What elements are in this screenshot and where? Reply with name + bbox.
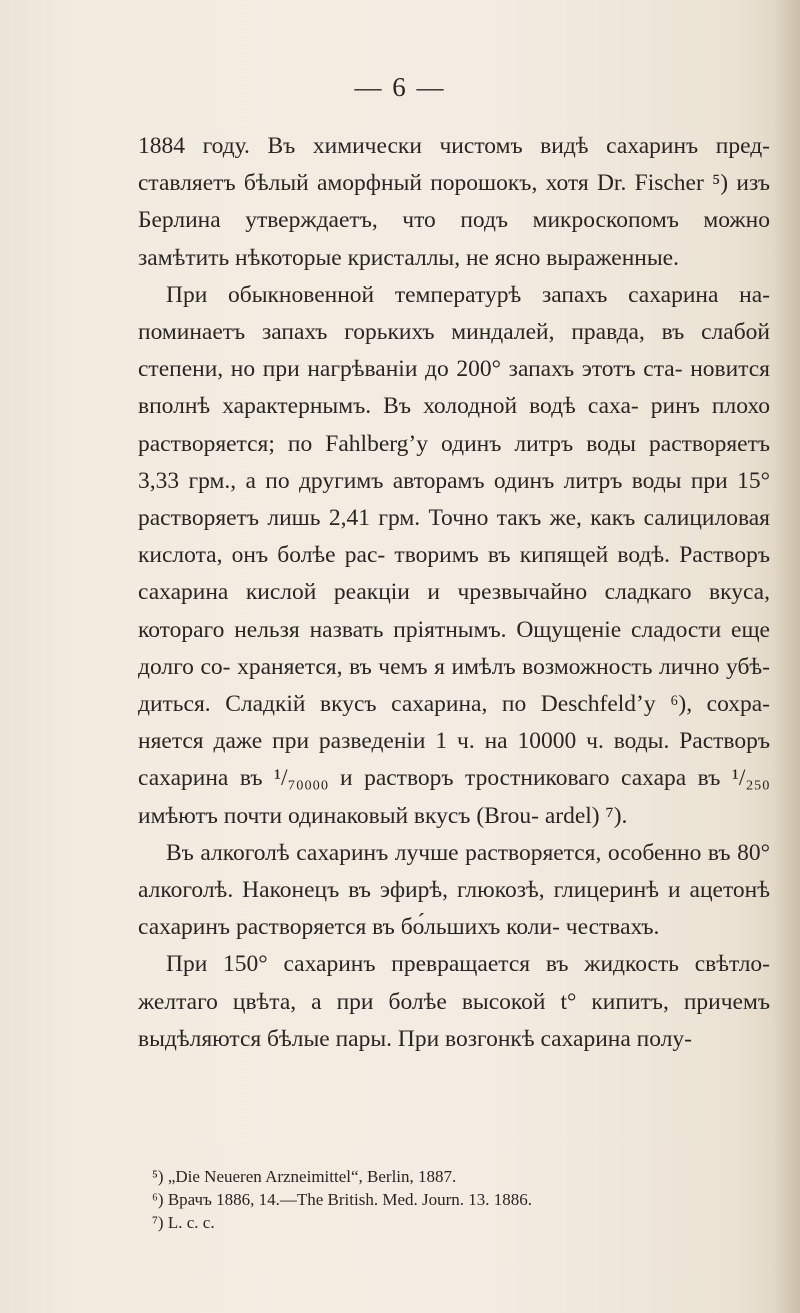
paragraph-3: Въ алкоголѣ сахаринъ лучше растворяется, особенно въ 80° алкоголѣ. Наконецъ въ эфирѣ, глюкозѣ, глицеринѣ и ацетонѣ сахаринъ растворяется въ бо́льшихъ коли- чествахъ. bbox=[138, 839, 770, 941]
paragraph-2: При обыкновенной температурѣ запахъ сахарина на- поминаетъ запахъ горькихъ миндалей, правда, въ слабой степени, но при нагрѣваніи до 200° запахъ этотъ ста- новится вполнѣ характернымъ. Въ холодной водѣ саха- ринъ плохо растворяется; по Fahlberg’y одинъ литръ воды растворяетъ 3,33 грм., а по другимъ авторамъ одинъ литръ воды при 15° растворяетъ лишь 2,41 грм. Точно такъ же, какъ салициловая кислота, онъ болѣе рас- творимъ въ кипящей водѣ. Растворъ сахарина кислой реакціи и чрезвычайно сладкаго вкуса, котораго нельзя назвать пріятнымъ. Ощущеніе сладости еще долго со- храняется, въ чемъ я имѣлъ возможность лично убѣ- диться. Сладкій вкусъ сахарина, по Deschfeld’y ⁶), сохра- няется даже при разведеніи 1 ч. на 10000 ч. воды. Растворъ сахарина въ ¹/₇₀₀₀₀ и растворъ тростниковаго сахара въ ¹/₂₅₀ имѣютъ почти одинаковый вкусъ (Brou- ardel) ⁷). bbox=[138, 281, 770, 829]
paragraph-1: 1884 году. Въ химически чистомъ видѣ сахаринъ пред- ставляетъ бѣлый аморфный порошокъ, хотя Dr. Fischer ⁵) изъ Берлина утверждаетъ, что подъ микроскопомъ можно замѣтить нѣкоторые кристаллы, не ясно выраженные. bbox=[138, 133, 770, 271]
footnote-5: ⁵) „Die Neueren Arzneimittel“, Berlin, 1887. bbox=[152, 1167, 457, 1186]
body-text bbox=[138, 128, 770, 1058]
page-edge-shadow bbox=[772, 0, 800, 1313]
footnote-7: ⁷) L. c. c. bbox=[152, 1213, 215, 1232]
page-number: — 6 — bbox=[354, 72, 446, 102]
paragraph-4: При 150° сахаринъ превращается въ жидкость свѣтло- желтаго цвѣта, а при болѣе высокой t° кипитъ, причемъ выдѣляются бѣлые пары. При возгонкѣ сахарина полу- bbox=[138, 951, 770, 1052]
footnote-6: ⁶) Врачъ 1886, 14.—The British. Med. Journ. 13. 1886. bbox=[152, 1190, 533, 1209]
footnotes bbox=[152, 1165, 772, 1234]
